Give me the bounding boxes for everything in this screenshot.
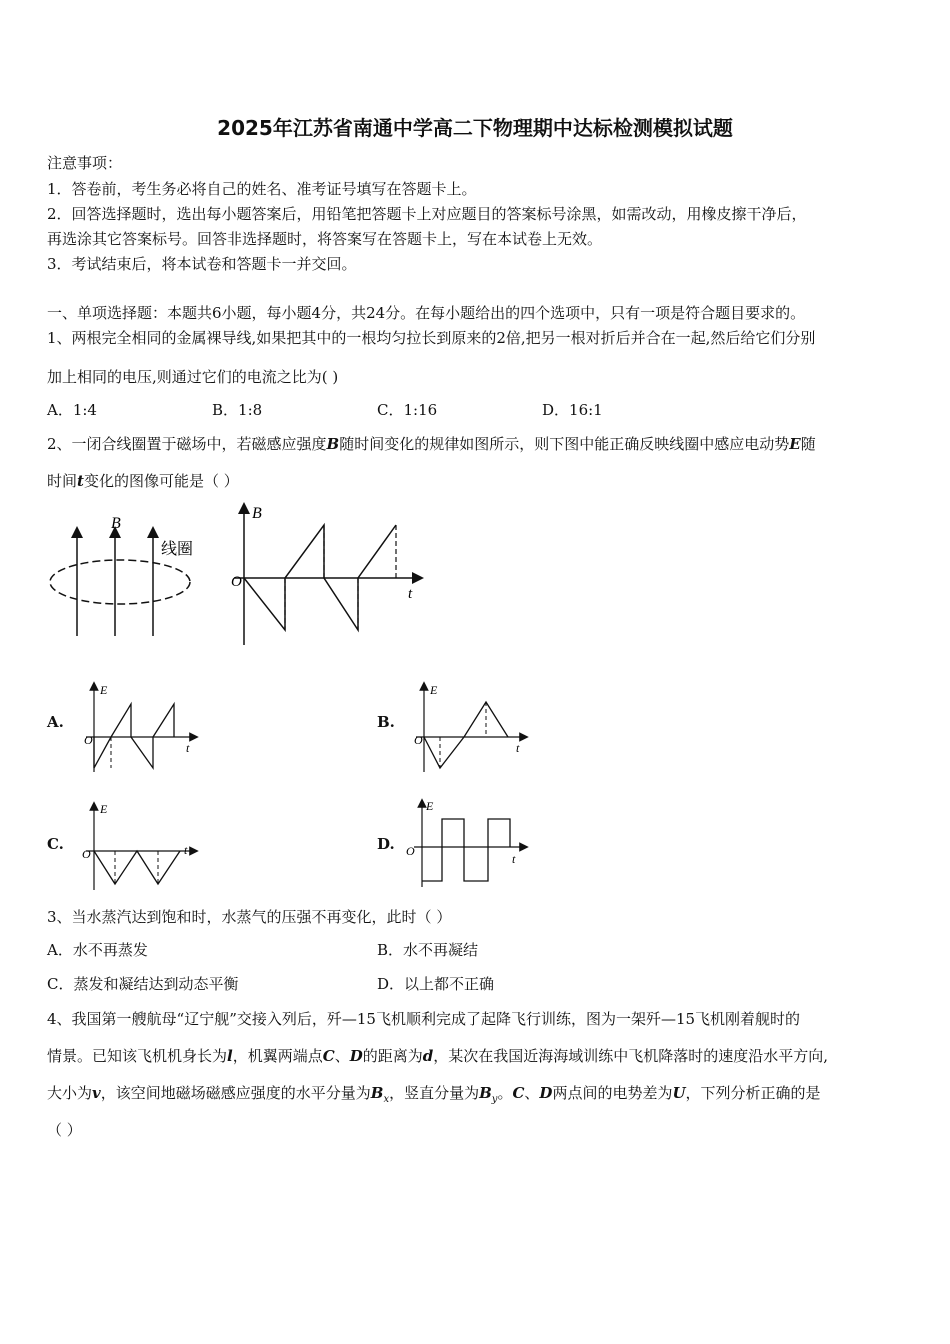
q2-option-a-label: A. xyxy=(47,713,64,731)
svg-text:O: O xyxy=(84,733,93,747)
q2-option-b-label: B. xyxy=(377,713,395,731)
svg-text:E: E xyxy=(430,683,438,697)
svg-text:t: t xyxy=(516,741,520,755)
q2-option-c-graph xyxy=(82,800,202,895)
question-4-stem: 4、我国第一艘航母“辽宁舰”交接入列后，歼—15飞机顺利完成了起降飞行训练，图为一架歼—15飞机刚着舰时的 xyxy=(47,1010,801,1028)
svg-text:E: E xyxy=(100,683,108,697)
q2-option-c-label: C. xyxy=(47,835,64,853)
question-4-stem: 大小为v，该空间地磁场磁感应强度的水平分量为$B_x$，竖直分量为$B_y$。C、D两点间的电势差为U，下列分析正确的是 xyxy=(47,1084,821,1105)
q3-option-a: A．水不再蒸发 xyxy=(47,941,148,959)
q1-option-a: A．1:4 xyxy=(47,401,97,419)
q2-option-b-graph xyxy=(412,680,532,775)
coil-figure xyxy=(45,510,205,640)
question-1-stem: 1、两根完全相同的金属裸导线,如果把其中的一根均匀拉长到原来的2倍,把另一根对折后并合在一起,然后给它们分别 xyxy=(47,329,816,347)
q1-option-c: C．1:16 xyxy=(377,401,438,419)
coil-label: 线圈 xyxy=(161,541,194,558)
question-4-stem: （ ） xyxy=(47,1121,82,1139)
q2-option-d-graph xyxy=(404,797,534,892)
q3-option-d: D．以上都不正确 xyxy=(377,975,495,993)
question-1-stem: 加上相同的电压,则通过它们的电流之比为( ) xyxy=(47,368,339,386)
svg-text:O: O xyxy=(406,844,415,858)
q1-option-d: D．16:1 xyxy=(542,401,603,419)
notice-heading: 注意事项： xyxy=(47,154,123,172)
q2-option-a-graph xyxy=(82,680,202,775)
b-t-graph xyxy=(228,500,428,650)
question-2-stem: 2、一闭合线圈置于磁场中，若磁感应强度B随时间变化的规律如图所示，则下图中能正确反映线圈中感应电动势E随 xyxy=(47,435,816,453)
q3-option-c: C．蒸发和凝结达到动态平衡 xyxy=(47,975,239,993)
field-label: B xyxy=(111,515,121,532)
question-3-stem: 3、当水蒸汽达到饱和时，水蒸气的压强不再变化，此时（ ） xyxy=(47,908,452,926)
q3-option-b: B．水不再凝结 xyxy=(377,941,479,959)
svg-text:t: t xyxy=(184,843,188,857)
section-heading: 一、单项选择题：本题共6小题，每小题4分，共24分。在每小题给出的四个选项中，只有一项是符合题目要求的。 xyxy=(47,304,806,322)
question-2-stem: 时间t变化的图像可能是（ ） xyxy=(47,472,239,490)
axis-label-b: B xyxy=(252,505,262,522)
notice-item: 2．回答选择题时，选出每小题答案后，用铅笔把答题卡上对应题目的答案标号涂黑，如需改动，用橡皮擦干净后， xyxy=(47,205,807,223)
question-4-stem: 情景。已知该飞机机身长为l，机翼两端点C、D的距离为d，某次在我国近海海域训练中飞机降落时的速度沿水平方向, xyxy=(47,1047,829,1065)
page-title: 2025年江苏省南通中学高二下物理期中达标检测模拟试题 xyxy=(217,116,733,140)
svg-text:O: O xyxy=(82,847,91,861)
svg-text:O: O xyxy=(414,733,423,747)
notice-item: 3．考试结束后，将本试卷和答题卡一并交回。 xyxy=(47,255,357,273)
svg-text:t: t xyxy=(512,852,516,866)
q2-option-d-label: D. xyxy=(377,835,395,853)
origin-label: O xyxy=(231,574,242,590)
svg-text:E: E xyxy=(426,799,434,813)
svg-text:t: t xyxy=(186,741,190,755)
svg-text:E: E xyxy=(100,802,108,816)
notice-item: 再选涂其它答案标号。回答非选择题时，将答案写在答题卡上，写在本试卷上无效。 xyxy=(47,230,603,248)
notice-item: 1．答卷前，考生务必将自己的姓名、准考证号填写在答题卡上。 xyxy=(47,180,477,198)
q1-option-b: B．1:8 xyxy=(212,401,263,419)
axis-label-t: t xyxy=(408,586,413,602)
